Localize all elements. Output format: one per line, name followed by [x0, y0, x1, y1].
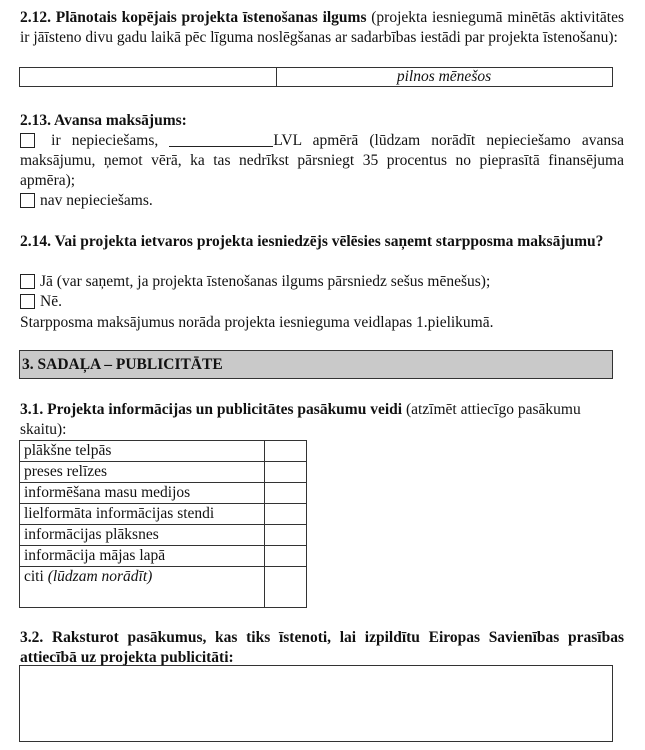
measure-label: plākšne telpās — [20, 441, 265, 462]
measure-label: informācijas plāksnes — [20, 525, 265, 546]
section-2-12-heading — [20, 8, 624, 48]
section-title: Avansa maksājums: — [54, 112, 187, 129]
advance-not-needed-checkbox[interactable] — [20, 193, 35, 208]
table-row — [20, 546, 307, 567]
section-3-title: 3. SADAĻA – PUBLICITĀTE — [22, 356, 223, 373]
measure-count-cell[interactable] — [264, 525, 306, 546]
table-row — [20, 483, 307, 504]
section-title: Projekta informācijas un publicitātes pasākumu veidi — [47, 401, 403, 418]
advance-needed-label: ir nepieciešams, — [51, 132, 159, 149]
measure-count-cell[interactable] — [264, 567, 306, 608]
section-2-13-heading — [20, 111, 187, 131]
interim-yes-checkbox[interactable] — [20, 274, 35, 289]
table-row — [20, 525, 307, 546]
section-3-2-heading — [20, 628, 624, 668]
section-number: 2.13. — [20, 112, 51, 129]
measure-label: informēšana masu medijos — [20, 483, 265, 504]
measure-count-cell[interactable] — [264, 462, 306, 483]
measure-count-cell[interactable] — [264, 483, 306, 504]
section-number: 2.14. — [20, 233, 51, 250]
duration-input[interactable] — [20, 68, 277, 86]
measure-label: preses relīzes — [20, 462, 265, 483]
duration-field — [19, 67, 613, 87]
table-row — [20, 462, 307, 483]
measure-count-cell[interactable] — [264, 504, 306, 525]
section-number: 2.12. — [20, 9, 51, 26]
advance-option-needed — [20, 131, 624, 191]
interim-payment-note: Starpposma maksājumus norāda projekta iesnieguma veidlapas 1.pielikumā. — [20, 314, 494, 331]
section-title: Vai projekta ietvaros projekta iesniedzējs vēlēsies saņemt starpposma maksājumu? — [54, 233, 604, 250]
interim-payment-yes — [20, 272, 490, 292]
measure-count-cell[interactable] — [264, 441, 306, 462]
interim-yes-label: Jā (var saņemt, ja projekta īstenošanas ilgums pārsniedz sešus mēnešus); — [40, 273, 491, 290]
advance-option-not-needed — [20, 191, 153, 211]
advance-not-needed-label: nav nepieciešams. — [40, 192, 153, 209]
table-row — [20, 504, 307, 525]
section-number: 3.2. — [20, 629, 44, 646]
section-description: (atzīmēt attiecīgo pasākumu skaitu): — [20, 401, 581, 438]
advance-needed-checkbox[interactable] — [20, 133, 35, 148]
other-note: (lūdzam norādīt) — [47, 568, 153, 585]
section-number: 3.1. — [20, 401, 44, 418]
interim-payment-no — [20, 292, 62, 312]
duration-unit-label: pilnos mēnešos — [396, 68, 492, 85]
measure-count-cell[interactable] — [264, 546, 306, 567]
advance-amount-description: LVL apmērā (lūdzam norādīt nepieciešamo avansa maksājumu, ņemot vērā, ka tas nedrīkst pārsniegt 35 procentus no pieprasītā finansējuma apmēra); — [20, 132, 625, 189]
measure-label-other — [20, 567, 265, 608]
publicity-description-textarea[interactable] — [19, 665, 613, 742]
table-row — [20, 441, 307, 462]
publicity-measures-table — [19, 440, 307, 608]
advance-amount-input[interactable] — [169, 132, 273, 147]
section-description: (projekta iesniegumā minētās aktivitātes ir jāīsteno divu gadu laikā pēc līguma noslēgšanas ar sadarbības iestādi par projekta īstenošanu): — [20, 9, 625, 46]
table-row — [20, 567, 307, 608]
interim-no-checkbox[interactable] — [20, 294, 35, 309]
measure-label: informācija mājas lapā — [20, 546, 265, 567]
section-3-1-heading — [20, 400, 624, 440]
interim-no-label: Nē. — [40, 293, 62, 310]
section-title: Plānotais kopējais projekta īstenošanas ilgums — [55, 9, 367, 26]
section-2-14-heading — [20, 232, 624, 252]
other-label: citi — [24, 568, 44, 585]
measure-label: lielformāta informācijas stendi — [20, 504, 265, 525]
section-title: Raksturot pasākumus, kas tiks īstenoti, lai izpildītu Eiropas Savienības prasības attiecībā uz projekta publicitāti: — [20, 629, 625, 666]
section-3-header — [19, 350, 613, 379]
